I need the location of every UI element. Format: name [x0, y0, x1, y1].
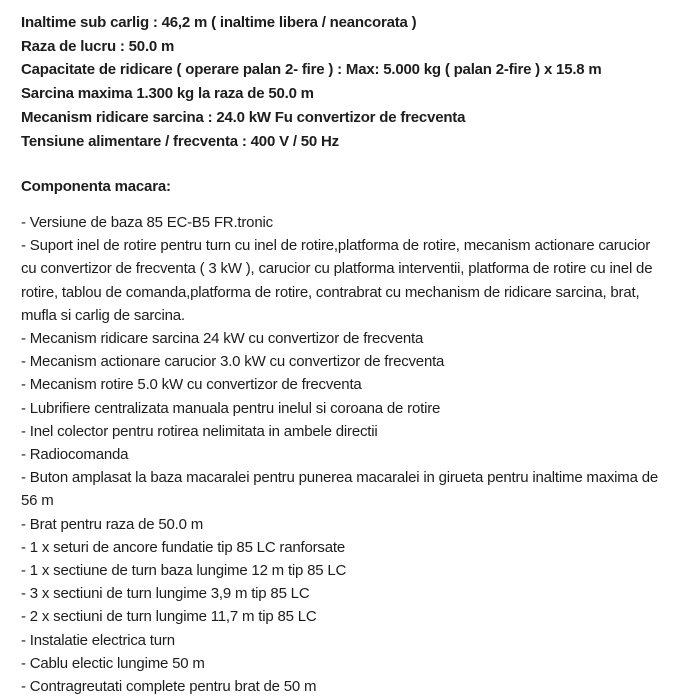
list-item: - Inel colector pentru rotirea nelimitata in ambele directii [21, 422, 378, 440]
list-item: - Contragreutati complete pentru brat de 50 m [21, 677, 317, 695]
list-item: - Radiocomanda [21, 445, 129, 463]
spec-line-lifting-capacity: Capacitate de ridicare ( operare palan 2- fire ) : Max: 5.000 kg ( palan 2-fire ) x 15.8 m [21, 61, 602, 79]
list-item: - 1 x sectiune de turn baza lungime 12 m tip 85 LC [21, 561, 347, 579]
list-item: - Versiune de baza 85 EC-B5 FR.tronic [21, 213, 273, 231]
spec-line-working-radius: Raza de lucru : 50.0 m [21, 37, 175, 55]
list-item: - Brat pentru raza de 50.0 m [21, 515, 203, 533]
list-item: - Lubrifiere centralizata manuala pentru inelul si coroana de rotire [21, 399, 441, 417]
list-item: - Instalatie electrica turn [21, 631, 175, 649]
list-item: - Buton amplasat la baza macaralei pentru punerea macaralei in girueta pentru inaltime maxima de 56 m [21, 469, 658, 510]
list-item: - Suport inel de rotire pentru turn cu inel de rotire,platforma de rotire, mecanism actionare carucior cu convertizor de frecventa ( 3 kW ), carucior cu platforma interventii, platforma de rotire cu inel de rotire, tablou de comanda,platforma de rotire, contrabrat cu mechanism de ridicare sarcina, brat, mufla si carlig de sarcina. [21, 237, 653, 324]
list-item: - Mecanism ridicare sarcina 24 kW cu convertizor de frecventa [21, 329, 424, 347]
spec-line-voltage-frequency: Tensiune alimentare / frecventa : 400 V / 50 Hz [21, 132, 339, 150]
section-heading: Componenta macara: [21, 178, 171, 196]
spec-line-max-load: Sarcina maxima 1.300 kg la raza de 50.0 m [21, 85, 314, 103]
crane-spec-list [21, 11, 681, 153]
component-list [21, 211, 669, 698]
list-item: - Mecanism rotire 5.0 kW cu convertizor de frecventa [21, 376, 362, 394]
spec-line-hoist-mechanism: Mecanism ridicare sarcina : 24.0 kW Fu convertizor de frecventa [21, 108, 466, 126]
list-item: - 2 x sectiuni de turn lungime 11,7 m tip 85 LC [21, 608, 317, 626]
list-item: - Cablu electic lungime 50 m [21, 654, 205, 672]
list-item: - 3 x sectiuni de turn lungime 3,9 m tip 85 LC [21, 585, 310, 603]
spec-line-height-under-hook: Inaltime sub carlig : 46,2 m ( inaltime libera / neancorata ) [21, 14, 417, 31]
list-item: - Mecanism actionare carucior 3.0 kW cu convertizor de frecventa [21, 353, 445, 371]
list-item: - 1 x seturi de ancore fundatie tip 85 LC ranforsate [21, 538, 345, 556]
